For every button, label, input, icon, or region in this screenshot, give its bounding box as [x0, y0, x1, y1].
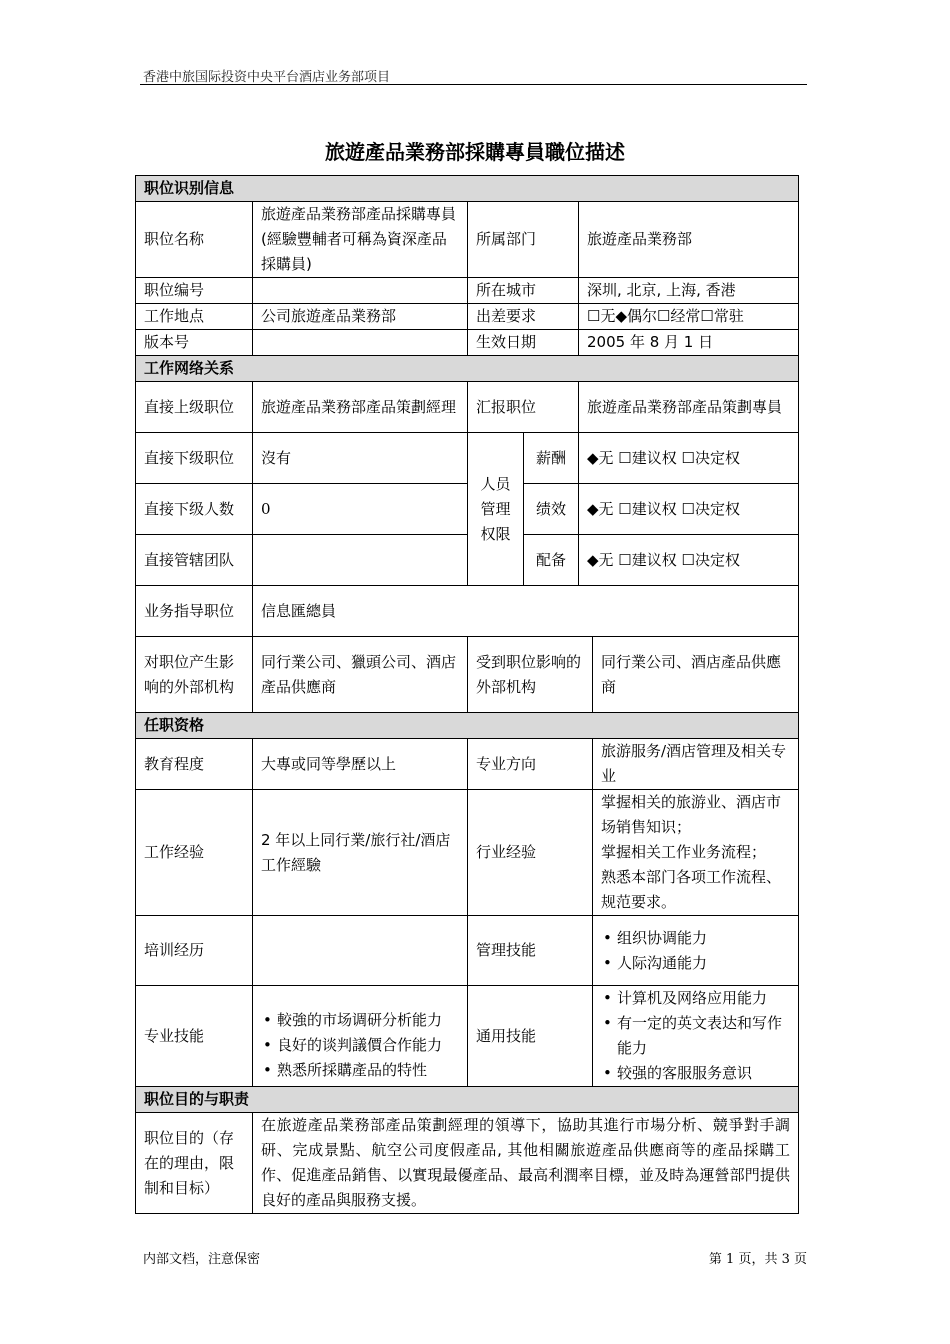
management-skill-label: 管理技能	[468, 916, 593, 986]
industry-label: 行业经验	[468, 790, 593, 916]
education-value: 大專或同等學歷以上	[253, 739, 468, 790]
industry-line: 掌握相关工作业务流程；	[601, 843, 767, 861]
city-label: 所在城市	[468, 278, 579, 304]
list-item: • 良好的谈判議價合作能力	[261, 1033, 459, 1058]
position-name-label: 职位名称	[136, 202, 253, 278]
section-network: 工作网络关系	[136, 356, 799, 382]
subordinate-value: 沒有	[253, 433, 468, 484]
city-value: 深圳, 北京, 上海, 香港	[579, 278, 799, 304]
report-value: 旅遊產品業務部產品策劃專員	[579, 382, 799, 433]
position-name-value: 旅遊產品業務部產品採購專員(經驗豐輔者可稱為資深產品採購員)	[253, 202, 468, 278]
job-description-table	[135, 175, 799, 1214]
department-label: 所属部门	[468, 202, 579, 278]
version-value	[253, 330, 468, 356]
list-item: • 较强的客服服务意识	[601, 1061, 790, 1086]
section-qualification: 任职资格	[136, 713, 799, 739]
training-value	[253, 916, 468, 986]
position-code-value	[253, 278, 468, 304]
header-divider	[140, 84, 807, 85]
footer-page-number: 第 1 页，共 3 页	[708, 1252, 807, 1267]
industry-value	[593, 790, 799, 916]
superior-label: 直接上级职位	[136, 382, 253, 433]
work-location-label: 工作地点	[136, 304, 253, 330]
list-item: • 人际沟通能力	[601, 951, 790, 976]
guidance-value: 信息匯總員	[253, 586, 799, 637]
experience-value: 2 年以上同行業/旅行社/酒店工作經驗	[253, 790, 468, 916]
page-title: 旅遊產品業務部採購專員職位描述	[325, 140, 625, 164]
travel-label: 出差要求	[468, 304, 579, 330]
professional-skill-label: 专业技能	[136, 986, 253, 1087]
external-influence-label: 对职位产生影响的外部机构	[136, 637, 253, 713]
performance-value: ◆无 ☐建议权 ☐决定权	[579, 484, 799, 535]
travel-value: ☐无◆偶尔☐经常☐常驻	[579, 304, 799, 330]
major-value: 旅游服务/酒店管理及相关专业	[593, 739, 799, 790]
external-influence-value: 同行業公司、獵頭公司、酒店產品供應商	[253, 637, 468, 713]
major-label: 专业方向	[468, 739, 593, 790]
list-item: • 有一定的英文表达和写作能力	[601, 1011, 790, 1061]
salary-label: 薪酬	[524, 433, 579, 484]
page-header: 香港中旅国际投资中央平台酒店业务部项目	[143, 70, 391, 85]
general-skill-label: 通用技能	[468, 986, 593, 1087]
industry-line: 熟悉本部门各项工作流程、规范要求。	[601, 868, 782, 911]
version-label: 版本号	[136, 330, 253, 356]
staffing-label: 配备	[524, 535, 579, 586]
purpose-value: 在旅遊產品業務部產品策劃經理的領導下，協助其進行市場分析、競爭對手調研、完成景點、航空公司度假產品, 其他相關旅遊產品供應商等的產品採購工作、促進產品銷售、以實現最優產品、最高利潤率目標，並及時為運營部門提供良好的產品與服務支援。	[253, 1113, 799, 1214]
effective-date-label: 生效日期	[468, 330, 579, 356]
superior-value: 旅遊產品業務部產品策劃經理	[253, 382, 468, 433]
department-value: 旅遊產品業務部	[579, 202, 799, 278]
work-location-value: 公司旅遊產品業務部	[253, 304, 468, 330]
purpose-label: 职位目的（存在的理由，限制和目标）	[136, 1113, 253, 1214]
team-label: 直接管辖团队	[136, 535, 253, 586]
list-item: • 較強的市场调研分析能力	[261, 1008, 459, 1033]
training-label: 培训经历	[136, 916, 253, 986]
salary-value: ◆无 ☐建议权 ☐决定权	[579, 433, 799, 484]
influenced-value: 同行業公司、酒店產品供應商	[593, 637, 799, 713]
experience-label: 工作经验	[136, 790, 253, 916]
guidance-label: 业务指导职位	[136, 586, 253, 637]
education-label: 教育程度	[136, 739, 253, 790]
industry-line: 掌握相关的旅游业、酒店市场销售知识；	[601, 793, 782, 836]
authority-label: 人员管理权限	[468, 433, 524, 586]
list-item: • 熟悉所採購產品的特性	[261, 1058, 459, 1083]
section-identity: 职位识别信息	[136, 176, 799, 202]
section-purpose: 职位目的与职责	[136, 1087, 799, 1113]
subordinate-label: 直接下级职位	[136, 433, 253, 484]
team-value	[253, 535, 468, 586]
list-item: • 组织协调能力	[601, 926, 790, 951]
general-skill-list	[593, 986, 799, 1087]
subordinate-count-label: 直接下级人数	[136, 484, 253, 535]
position-code-label: 职位编号	[136, 278, 253, 304]
staffing-value: ◆无 ☐建议权 ☐决定权	[579, 535, 799, 586]
footer-confidential: 内部文档，注意保密	[143, 1252, 261, 1267]
influenced-label: 受到职位影响的外部机构	[468, 637, 593, 713]
performance-label: 绩效	[524, 484, 579, 535]
professional-skill-list	[253, 986, 468, 1087]
management-skill-list	[593, 916, 799, 986]
report-label: 汇报职位	[468, 382, 579, 433]
effective-date-value: 2005 年 8 月 1 日	[579, 330, 799, 356]
subordinate-count-value: 0	[253, 484, 468, 535]
list-item: • 计算机及网络应用能力	[601, 986, 790, 1011]
